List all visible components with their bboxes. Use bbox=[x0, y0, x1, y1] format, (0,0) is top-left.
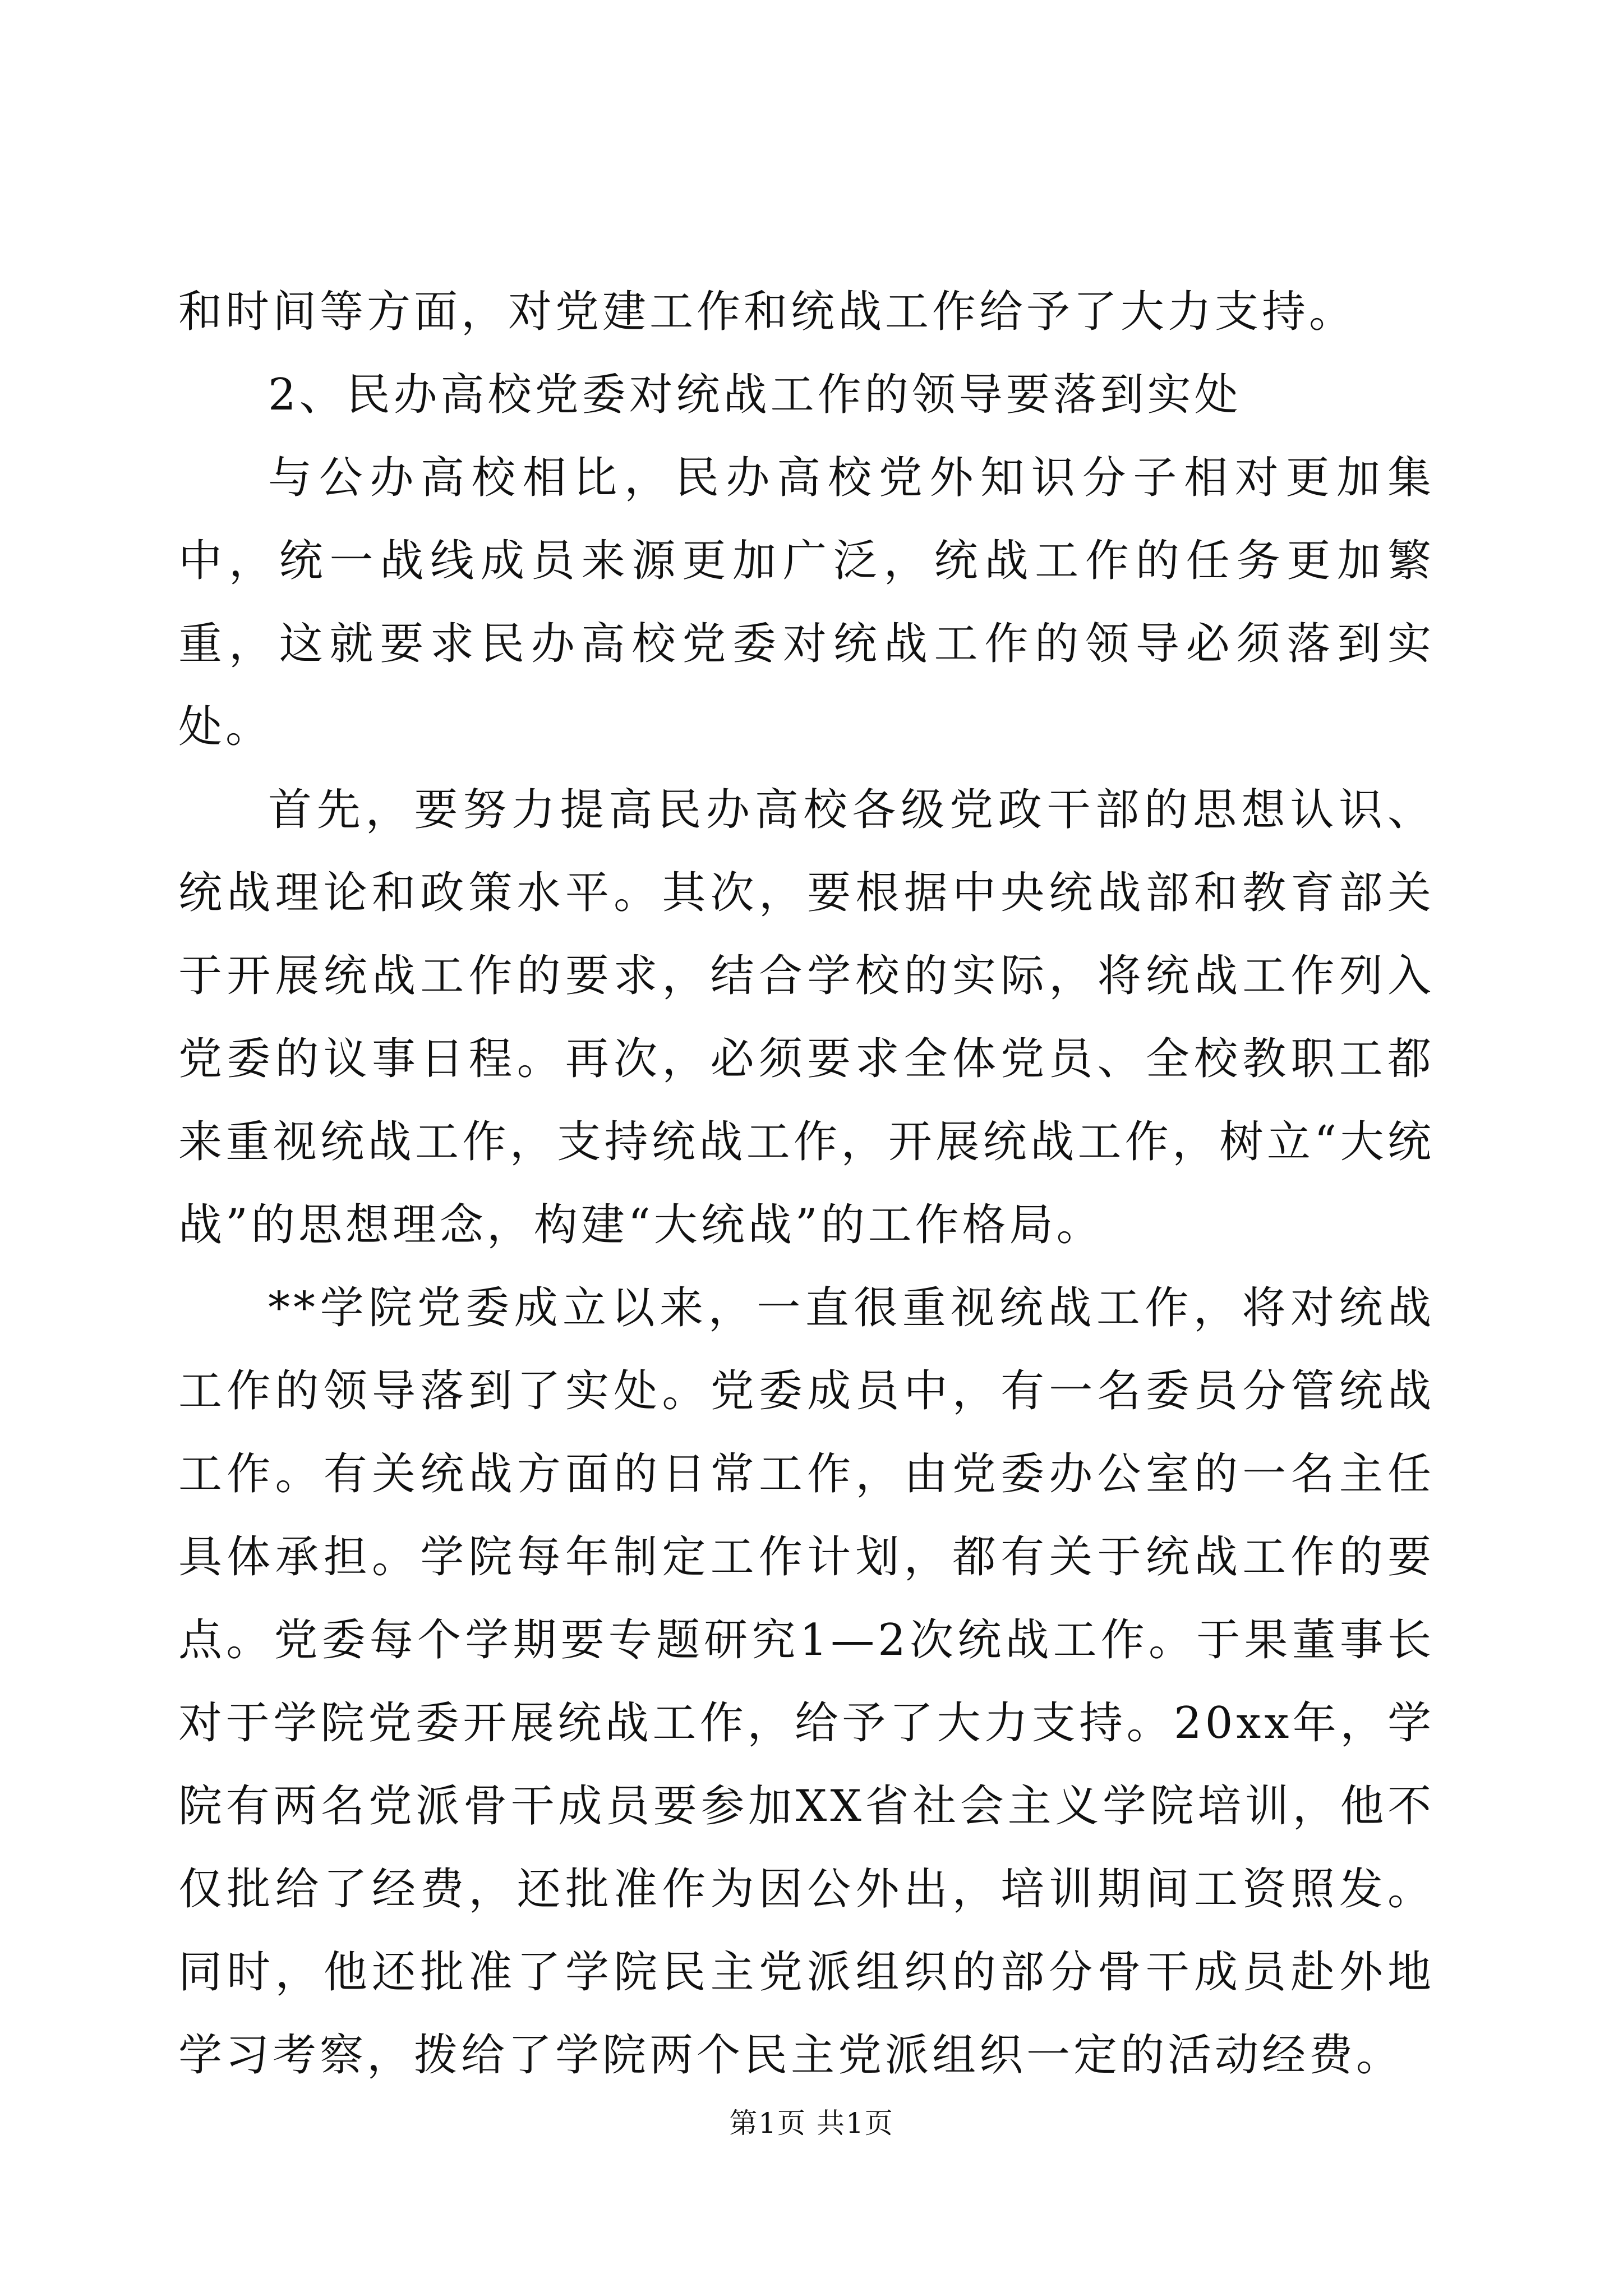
section-heading: 2、民办高校党委对统战工作的领导要落到实处 bbox=[268, 370, 1242, 420]
paragraph: 与公办高校相比，民办高校党外知识分子相对更加集中，统一战线成员来源更加广泛，统战工作的任务更加繁重，这就要求民办高校党委对统战工作的领导必须落到实处。 bbox=[178, 453, 1435, 752]
paragraph-continuation: 和时间等方面，对党建工作和统战工作给予了大力支持。 bbox=[178, 287, 1357, 337]
paragraph: **学院党委成立以来，一直很重视统战工作，将对统战工作的领导落到了实处。党委成员中，有一名委员分管统战工作。有关统战方面的日常工作，由党委办公室的一名主任具体承担。学院每年制定工作计划，都有关于统战工作的要点。党委每个学期要专题研究1—2次统战工作。于果董事长对于学院党委开展统战工作，给予了大力支持。20xx年，学院有两名党派骨干成员要参加XX省社会主义学院培训，他不仅批给了经费，还批准作为因公外出，培训期间工资照发。同时，他还批准了学院民主党派组织的部分骨干成员赴外地学习考察，拨给了学院两个民主党派组织一定的活动经费。 bbox=[178, 1283, 1435, 2081]
page-number-footer: 第1页 共1页 bbox=[729, 2107, 894, 2139]
document-body bbox=[178, 270, 1435, 2097]
paragraph: 首先，要努力提高民办高校各级党政干部的思想认识、统战理论和政策水平。其次，要根据中央统战部和教育部关于开展统战工作的要求，结合学校的实际，将统战工作列入党委的议事日程。再次，必须要求全体党员、全校教职工都来重视统战工作，支持统战工作，开展统战工作，树立“大统战”的思想理念，构建“大统战”的工作格局。 bbox=[178, 785, 1435, 1250]
